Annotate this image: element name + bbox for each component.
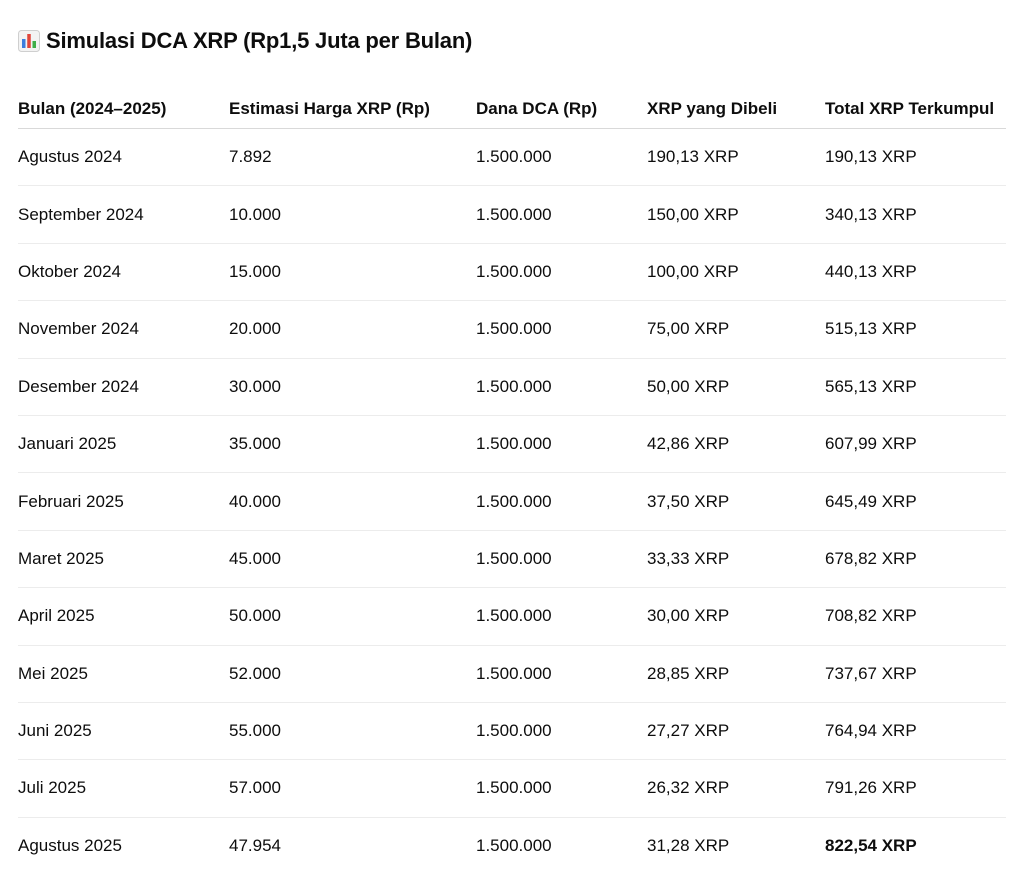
cell-xrp-bought: 27,27 XRP <box>647 702 825 759</box>
cell-dca-fund: 1.500.000 <box>476 645 647 702</box>
cell-month: Desember 2024 <box>18 358 229 415</box>
cell-dca-fund: 1.500.000 <box>476 415 647 472</box>
table-row <box>18 702 1006 759</box>
cell-month: Januari 2025 <box>18 415 229 472</box>
cell-month: April 2025 <box>18 588 229 645</box>
cell-month: November 2024 <box>18 301 229 358</box>
page-title <box>18 28 472 54</box>
cell-price: 40.000 <box>229 473 476 530</box>
column-header-dca-fund: Dana DCA (Rp) <box>476 70 647 129</box>
table-row <box>18 530 1006 587</box>
cell-month: Oktober 2024 <box>18 243 229 300</box>
table-row <box>18 415 1006 472</box>
table-row <box>18 473 1006 530</box>
cell-xrp-bought: 75,00 XRP <box>647 301 825 358</box>
column-header-price: Estimasi Harga XRP (Rp) <box>229 70 476 129</box>
table-header <box>18 70 1006 129</box>
cell-price: 7.892 <box>229 129 476 186</box>
cell-dca-fund: 1.500.000 <box>476 243 647 300</box>
cell-price: 30.000 <box>229 358 476 415</box>
cell-xrp-bought: 37,50 XRP <box>647 473 825 530</box>
cell-total-xrp: 737,67 XRP <box>825 645 1006 702</box>
table-row <box>18 588 1006 645</box>
cell-dca-fund: 1.500.000 <box>476 358 647 415</box>
cell-total-xrp: 565,13 XRP <box>825 358 1006 415</box>
cell-dca-fund: 1.500.000 <box>476 702 647 759</box>
table-row <box>18 358 1006 415</box>
table-row <box>18 301 1006 358</box>
cell-price: 57.000 <box>229 760 476 817</box>
cell-total-xrp: 190,13 XRP <box>825 129 1006 186</box>
page-title-text: Simulasi DCA XRP (Rp1,5 Juta per Bulan) <box>46 28 473 53</box>
cell-month: Mei 2025 <box>18 645 229 702</box>
cell-xrp-bought: 100,00 XRP <box>647 243 825 300</box>
cell-xrp-bought: 31,28 XRP <box>647 835 730 855</box>
cell-month: Februari 2025 <box>18 473 229 530</box>
cell-total-xrp: 764,94 XRP <box>825 702 1006 759</box>
cell-month: Maret 2025 <box>18 530 229 587</box>
cell-total-xrp: 645,49 XRP <box>825 473 1006 530</box>
cell-month: Juli 2025 <box>18 760 229 817</box>
column-header-xrp-bought: XRP yang Dibeli <box>647 70 825 129</box>
table-row <box>18 243 1006 300</box>
cell-price: 55.000 <box>229 702 476 759</box>
cell-price: 50.000 <box>229 588 476 645</box>
cell-dca-fund: 1.500.000 <box>476 186 647 243</box>
cell-price: 52.000 <box>229 645 476 702</box>
cell-price: 20.000 <box>229 301 476 358</box>
cell-dca-fund: 1.500.000 <box>476 835 552 855</box>
cell-dca-fund: 1.500.000 <box>476 129 647 186</box>
cell-xrp-bought: 28,85 XRP <box>647 645 825 702</box>
cell-price: 10.000 <box>229 186 476 243</box>
cell-xrp-bought: 150,00 XRP <box>647 186 825 243</box>
cell-total-xrp: 515,13 XRP <box>825 301 1006 358</box>
cell-total-xrp: 708,82 XRP <box>825 588 1006 645</box>
cell-total-xrp: 440,13 XRP <box>825 243 1006 300</box>
table-body <box>18 129 1006 875</box>
cell-month: Juni 2025 <box>18 702 229 759</box>
table-row <box>18 645 1006 702</box>
cell-price: 47.954 <box>229 835 281 855</box>
cell-month: Agustus 2025 <box>18 835 122 855</box>
cell-dca-fund: 1.500.000 <box>476 301 647 358</box>
table-row <box>18 817 1006 874</box>
column-header-month: Bulan (2024–2025) <box>18 70 229 129</box>
cell-total-xrp-final: 822,54 XRP <box>825 835 917 855</box>
cell-total-xrp: 678,82 XRP <box>825 530 1006 587</box>
cell-price: 15.000 <box>229 243 476 300</box>
cell-xrp-bought: 26,32 XRP <box>647 760 825 817</box>
cell-dca-fund: 1.500.000 <box>476 530 647 587</box>
cell-dca-fund: 1.500.000 <box>476 760 647 817</box>
table-row <box>18 760 1006 817</box>
cell-xrp-bought: 50,00 XRP <box>647 358 825 415</box>
cell-dca-fund: 1.500.000 <box>476 588 647 645</box>
cell-xrp-bought: 190,13 XRP <box>647 129 825 186</box>
table-row <box>18 129 1006 186</box>
cell-xrp-bought: 30,00 XRP <box>647 588 825 645</box>
cell-xrp-bought: 42,86 XRP <box>647 415 825 472</box>
bar-chart-icon <box>18 30 40 52</box>
cell-dca-fund: 1.500.000 <box>476 473 647 530</box>
cell-month: Agustus 2024 <box>18 129 229 186</box>
column-header-total-xrp: Total XRP Terkumpul <box>825 70 1006 129</box>
cell-month: September 2024 <box>18 186 229 243</box>
cell-total-xrp: 791,26 XRP <box>825 760 1006 817</box>
dca-table <box>18 70 1006 874</box>
cell-total-xrp: 607,99 XRP <box>825 415 1006 472</box>
cell-price: 45.000 <box>229 530 476 587</box>
table-row <box>18 186 1006 243</box>
cell-total-xrp: 340,13 XRP <box>825 186 1006 243</box>
cell-xrp-bought: 33,33 XRP <box>647 530 825 587</box>
cell-price: 35.000 <box>229 415 476 472</box>
